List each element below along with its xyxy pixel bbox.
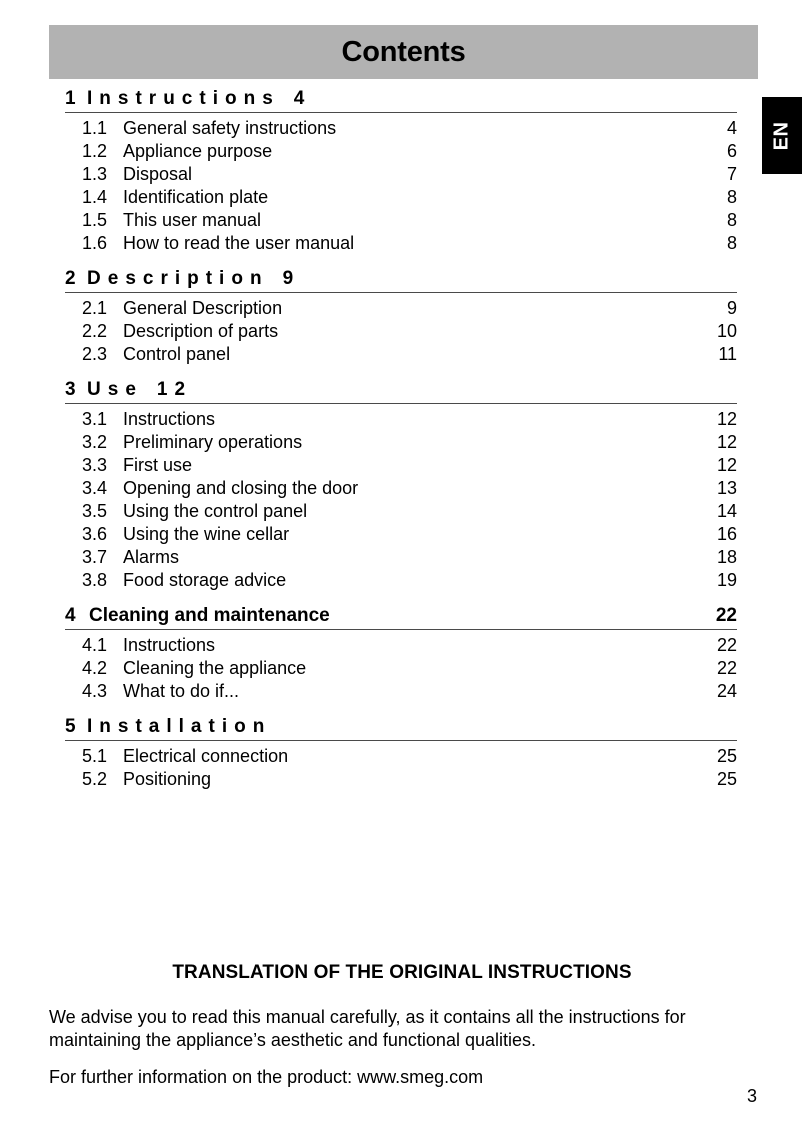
chapter-number: 1 xyxy=(65,88,83,109)
chapter-entry-list xyxy=(82,113,737,255)
chapter-heading[interactable] xyxy=(65,605,737,630)
chapter-entry-list xyxy=(82,630,737,703)
toc-entry-page-number: 25 xyxy=(716,769,737,789)
chapter-heading[interactable] xyxy=(65,379,737,404)
chapter-title: Cleaning and maintenance xyxy=(89,605,330,626)
toc-entry-label: First use xyxy=(123,455,193,475)
chapter-entry-list xyxy=(82,404,737,592)
page-number: 3 xyxy=(746,1086,757,1106)
footer-paragraph-1: We advise you to read this manual carefully, as it contains all the instructions for maintaining the appliance’s aesthetic and functional qualities. xyxy=(49,1007,686,1050)
toc-entry[interactable] xyxy=(82,477,737,500)
toc-entry[interactable] xyxy=(82,569,737,592)
toc-entry[interactable] xyxy=(82,163,737,186)
toc-entry-number: 1.6 xyxy=(82,233,108,253)
toc-entry-number: 1.5 xyxy=(82,210,108,230)
toc-entry-page-number: 4 xyxy=(726,118,737,138)
toc-entry-label: Preliminary operations xyxy=(123,432,303,452)
toc-entry[interactable] xyxy=(82,523,737,546)
toc-entry-label: General safety instructions xyxy=(123,118,337,138)
chapter-block xyxy=(0,88,802,268)
toc-entry-label: Description of parts xyxy=(123,321,279,341)
toc-entry-number: 4.3 xyxy=(82,681,108,701)
chapter-heading-text xyxy=(65,88,311,110)
toc-entry[interactable] xyxy=(82,343,737,366)
language-tab-label: EN xyxy=(770,121,793,150)
toc-entry-page-number: 25 xyxy=(716,746,737,766)
chapter-gap xyxy=(0,366,802,379)
toc-entry-page-number: 12 xyxy=(716,432,737,452)
toc-entry[interactable] xyxy=(82,768,737,791)
toc-entry-page-number: 6 xyxy=(726,141,737,161)
toc-entry[interactable] xyxy=(82,431,737,454)
toc-entry-label: General Description xyxy=(123,298,283,318)
toc-entry-label: Electrical connection xyxy=(123,746,289,766)
chapter-heading[interactable] xyxy=(65,716,737,741)
toc-entry-page-number: 8 xyxy=(726,233,737,253)
toc-entry-page-number: 18 xyxy=(716,547,737,567)
chapter-number: 5 xyxy=(65,716,83,737)
chapter-entry-list xyxy=(82,741,737,791)
chapter-number: 3 xyxy=(65,379,83,400)
toc-entry-number: 3.1 xyxy=(82,409,108,429)
toc-entry-number: 1.2 xyxy=(82,141,108,161)
toc-entry[interactable] xyxy=(82,297,737,320)
chapter-heading-text xyxy=(65,605,330,627)
toc-entry-number: 5.2 xyxy=(82,769,108,789)
toc-entry-label: Using the wine cellar xyxy=(123,524,290,544)
toc-entry-page-number: 11 xyxy=(718,344,737,364)
toc-entry-page-number: 22 xyxy=(716,658,737,678)
toc-entry-number: 3.7 xyxy=(82,547,108,567)
chapter-heading-text xyxy=(65,268,300,290)
chapter-block xyxy=(0,268,802,379)
footer-paragraph-2: For further information on the product: www.smeg.com xyxy=(49,1067,484,1087)
toc-entry-page-number: 14 xyxy=(716,501,737,521)
chapter-entry-list xyxy=(82,293,737,366)
toc-entry[interactable] xyxy=(82,745,737,768)
footer-heading: TRANSLATION OF THE ORIGINAL INSTRUCTIONS xyxy=(172,962,632,983)
toc-entry[interactable] xyxy=(82,232,737,255)
toc-entry-label: What to do if... xyxy=(123,681,240,701)
chapter-title: Use xyxy=(87,379,143,400)
toc-entry[interactable] xyxy=(82,140,737,163)
chapter-page-number: 12 xyxy=(156,379,193,400)
toc-entry-label: Identification plate xyxy=(123,187,269,207)
toc-entry[interactable] xyxy=(82,209,737,232)
toc-entry-label: Alarms xyxy=(123,547,180,567)
chapter-heading-text xyxy=(65,716,271,738)
toc-entry[interactable] xyxy=(82,657,737,680)
toc-entry-label: Appliance purpose xyxy=(123,141,273,161)
toc-entry-label: Opening and closing the door xyxy=(123,478,359,498)
toc-entry[interactable] xyxy=(82,186,737,209)
toc-entry-number: 4.1 xyxy=(82,635,108,655)
toc-entry-label: This user manual xyxy=(123,210,262,230)
toc-entry[interactable] xyxy=(82,320,737,343)
toc-entry-number: 5.1 xyxy=(82,746,108,766)
toc-entry[interactable] xyxy=(82,680,737,703)
chapter-title: Instructions xyxy=(87,88,280,109)
toc-entry[interactable] xyxy=(82,500,737,523)
toc-entry[interactable] xyxy=(82,117,737,140)
chapter-heading[interactable] xyxy=(65,88,737,113)
toc-entry-number: 1.4 xyxy=(82,187,108,207)
toc-entry-page-number: 8 xyxy=(726,210,737,230)
toc-entry-number: 1.3 xyxy=(82,164,108,184)
toc-entry-label: Control panel xyxy=(123,344,231,364)
chapter-title: Installation xyxy=(87,716,272,737)
chapter-page-number: 9 xyxy=(282,268,301,289)
toc-entry-number: 4.2 xyxy=(82,658,108,678)
chapter-gap xyxy=(0,592,802,605)
chapter-heading-text xyxy=(65,379,192,401)
page-title: Contents xyxy=(341,35,466,68)
toc-entry-number: 2.1 xyxy=(82,298,108,318)
chapter-block xyxy=(0,716,802,804)
chapter-block xyxy=(0,379,802,605)
toc-entry-page-number: 8 xyxy=(726,187,737,207)
toc-entry[interactable] xyxy=(82,454,737,477)
chapter-page-number: 4 xyxy=(293,88,312,109)
toc-entry-page-number: 12 xyxy=(716,455,737,475)
chapter-gap xyxy=(0,703,802,716)
toc-entry-number: 3.6 xyxy=(82,524,108,544)
toc-entry-page-number: 24 xyxy=(716,681,737,701)
toc-entry-label: Disposal xyxy=(123,164,193,184)
toc-entry-number: 3.5 xyxy=(82,501,108,521)
toc-entry-number: 3.8 xyxy=(82,570,108,590)
toc-entry-label: Instructions xyxy=(123,409,216,429)
toc-entry-number: 3.4 xyxy=(82,478,108,498)
toc-entry[interactable] xyxy=(82,634,737,657)
chapter-gap xyxy=(0,791,802,804)
toc-entry-page-number: 13 xyxy=(716,478,737,498)
chapter-title: Description xyxy=(87,268,269,289)
chapter-number: 2 xyxy=(65,268,83,289)
toc-entry-label: Instructions xyxy=(123,635,216,655)
toc-entry-page-number: 7 xyxy=(726,164,737,184)
toc-entry-number: 1.1 xyxy=(82,118,108,138)
toc-entry-label: Cleaning the appliance xyxy=(123,658,307,678)
toc-entry-number: 3.2 xyxy=(82,432,108,452)
toc-entry[interactable] xyxy=(82,546,737,569)
toc-entry-label: Positioning xyxy=(123,769,212,789)
contents-header-bar xyxy=(49,25,758,79)
toc-entry-page-number: 19 xyxy=(716,570,737,590)
table-of-contents xyxy=(0,88,802,804)
toc-entry-number: 3.3 xyxy=(82,455,108,475)
toc-entry-number: 2.2 xyxy=(82,321,108,341)
chapter-gap xyxy=(0,255,802,268)
toc-entry-page-number: 12 xyxy=(716,409,737,429)
chapter-heading[interactable] xyxy=(65,268,737,293)
footer-block xyxy=(49,962,755,1089)
toc-entry[interactable] xyxy=(82,408,737,431)
toc-entry-page-number: 9 xyxy=(726,298,737,318)
chapter-page-number: 22 xyxy=(715,605,737,626)
toc-entry-page-number: 16 xyxy=(716,524,737,544)
toc-entry-number: 2.3 xyxy=(82,344,108,364)
chapter-block xyxy=(0,605,802,716)
toc-entry-label: Using the control panel xyxy=(123,501,308,521)
toc-entry-label: Food storage advice xyxy=(123,570,287,590)
toc-entry-page-number: 22 xyxy=(716,635,737,655)
toc-entry-label: How to read the user manual xyxy=(123,233,355,253)
toc-entry-page-number: 10 xyxy=(716,321,737,341)
chapter-number: 4 xyxy=(65,605,76,626)
